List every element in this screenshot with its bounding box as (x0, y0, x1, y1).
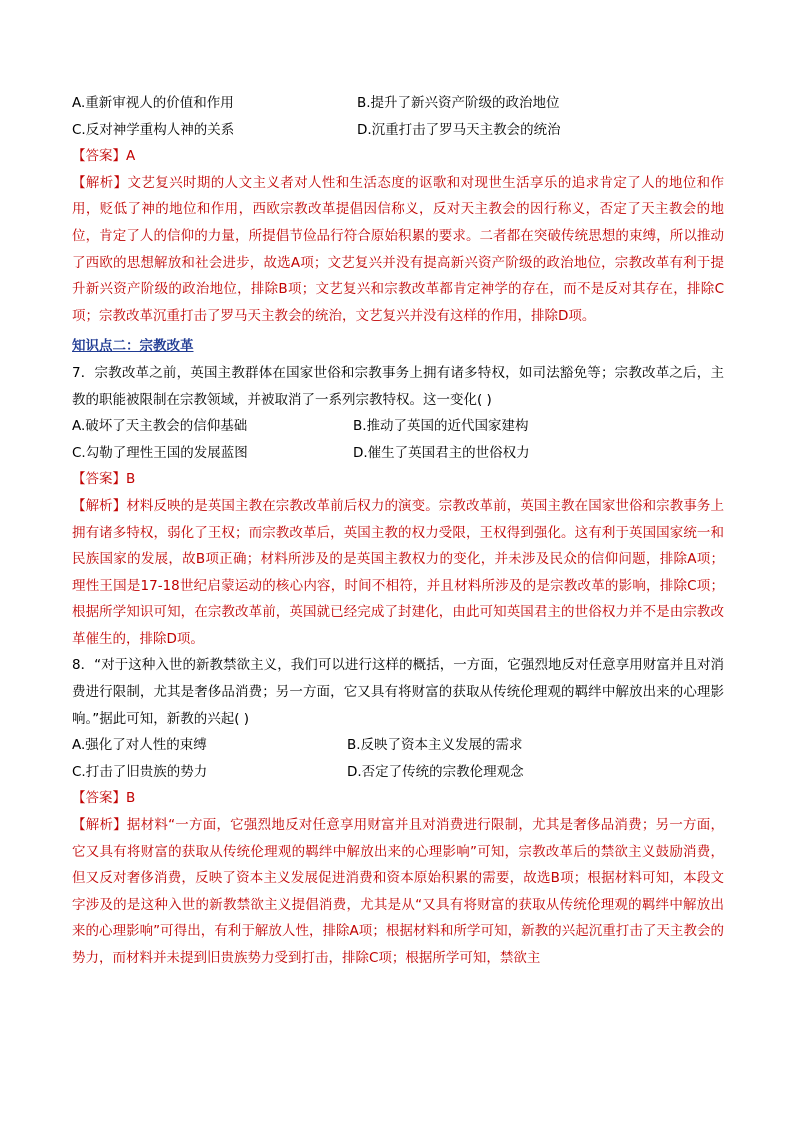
q6-answer: 【答案】A (72, 148, 136, 165)
q8-analysis: 【解析】据材料“一方面，它强烈地反对任意享用财富并且对消费进行限制，尤其是奢侈品消费；另一方面，它又具有将财富的获取从传统伦理观的羁绊中解放出来的心理影响”可知，宗教改革后的禁欲主义鼓励消费，但又反对奢侈消费，反映了资本主义发展促进消费和资本原始积累的需要，故选B项；根据材料可知，本段文字涉及的是这种入世的新教禁欲主义提倡消费，尤其是从“又具有将财富的获取从传统伦理观的羁绊中解放出来的心理影响”可得出，有利于解放人性，排除A项；根据材料和所学可知，新教的兴起沉重打击了天主教会的势力，而材料并未提到旧贵族势力受到打击，排除C项；根据所学可知，禁欲主 (72, 817, 724, 966)
q8-option-d: D.否定了传统的宗教伦理观念 (347, 763, 524, 780)
q7-option-a: A.破坏了天主教会的信仰基础 (72, 418, 248, 435)
q6-option-a: A.重新审视人的价值和作用 (72, 95, 234, 111)
q8-stem: 8．“对于这种入世的新教禁欲主义，我们可以进行这样的概括，一方面，它强烈地反对任意享用财富并且对消费进行限制，尤其是奢侈品消费；另一方面，它又具有将财富的获取从传统伦理观的羁绊中解放出来的心理影响。”据此可知，新教的兴起( ) (72, 657, 724, 727)
q8-answer: 【答案】B (72, 790, 136, 807)
q6-option-c: C.反对神学重构人神的关系 (72, 121, 235, 138)
q6-analysis: 【解析】文艺复兴时期的人文主义者对人性和生活态度的讴歌和对现世生活享乐的追求肯定了人的地位和作用，贬低了神的地位和作用，西欧宗教改革提倡因信称义，反对天主教会的因行称义，否定了天主教会的地位，肯定了人的信仰的力量，所提倡节俭品行符合原始积累的要求。二者都在突破传统思想的束缚，所以推动了西欧的思想解放和社会进步，故选A项；文艺复兴并没有提高新兴资产阶级的政治地位，宗教改革有利于提升新兴资产阶级的政治地位，排除B项；文艺复兴和宗教改革都肯定神学的存在，而不是反对其存在，排除C项；宗教改革沉重打击了罗马天主教会的统治，文艺复兴并没有这样的作用，排除D项。 (72, 174, 724, 324)
q7-options (72, 413, 724, 466)
q6-option-d: D.沉重打击了罗马天主教会的统治 (357, 121, 561, 138)
q6-option-b: B.提升了新兴资产阶级的政治地位 (357, 95, 560, 111)
q7-option-b: B.推动了英国的近代国家建构 (353, 418, 529, 435)
q6-options (72, 90, 724, 143)
q7-option-d: D.催生了英国君主的世俗权力 (353, 444, 530, 461)
document-page (72, 90, 724, 972)
q8-option-a: A.强化了对人性的束缚 (72, 737, 207, 754)
q7-option-c: C.勾勒了理性王国的发展蓝图 (72, 444, 248, 461)
q7-answer: 【答案】B (72, 471, 136, 488)
q7-stem: 7．宗教改革之前，英国主教群体在国家世俗和宗教事务上拥有诸多特权，如司法豁免等；宗教改革之后，主教的职能被限制在宗教领域，并被取消了一系列宗教特权。这一变化( ) (72, 364, 724, 408)
q8-option-b: B.反映了资本主义发展的需求 (347, 737, 523, 754)
knowledge-point-heading: 知识点二：宗教改革 (72, 338, 194, 355)
q8-options (72, 732, 724, 785)
q8-option-c: C.打击了旧贵族的势力 (72, 763, 208, 780)
q7-analysis: 【解析】材料反映的是英国主教在宗教改革前后权力的演变。宗教改革前，英国主教在国家世俗和宗教事务上拥有诸多特权，弱化了王权；而宗教改革后，英国主教的权力受限，王权得到强化。这有利于英国国家统一和民族国家的发展，故B项正确；材料所涉及的是英国主教权力的变化，并未涉及民众的信仰问题，排除A项；理性王国是17-18世纪启蒙运动的核心内容，时间不相符，并且材料所涉及的是宗教改革的影响，排除C项；根据所学知识可知，在宗教改革前，英国就已经完成了封建化，由此可知英国君主的世俗权力并不是由宗教改革催生的，排除D项。 (72, 497, 724, 647)
